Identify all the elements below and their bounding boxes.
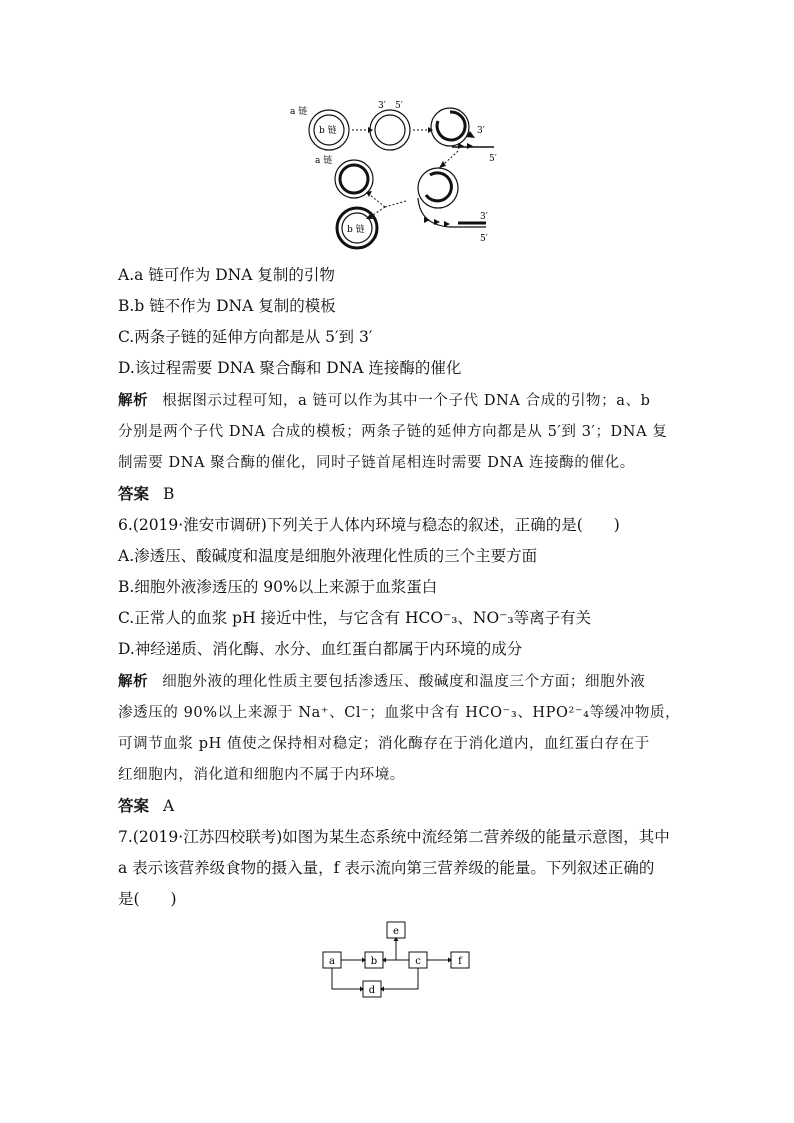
- q7-stem-line-1: 7.(2019·江苏四校联考)如图为某生态系统中流经第二营养级的能量示意图，其中: [118, 828, 670, 846]
- label-b-chain-top: b 链: [319, 126, 337, 136]
- q5-option-a: A.a 链可作为 DNA 复制的引物: [118, 266, 335, 284]
- label-5prime-1: 5′: [395, 101, 403, 111]
- q6-answer-label: 答案: [118, 796, 150, 815]
- q5-answer-label: 答案: [118, 484, 150, 503]
- q6-explanation-label: 解析: [118, 673, 149, 690]
- label-3prime-1: 3′: [378, 101, 386, 111]
- q6-option-c: C.正常人的血浆 pH 接近中性，与它含有 HCO⁻₃、NO⁻₃等离子有关: [118, 609, 592, 627]
- q6-option-d: D.神经递质、消化酶、水分、血红蛋白都属于内环境的成分: [118, 640, 523, 658]
- node-f-label: f: [458, 956, 462, 967]
- node-b-label: b: [370, 956, 378, 967]
- node-e-label: e: [393, 926, 399, 937]
- node-a-box: [323, 952, 341, 968]
- node-e-box: [387, 922, 405, 938]
- node-f-box: [451, 952, 469, 968]
- q6-explanation-text-1: 细胞外液的理化性质主要包括渗透压、酸碱度和温度三个方面；细胞外液: [162, 674, 646, 690]
- node-a-label: a: [329, 956, 335, 967]
- q5-answer-value: B: [163, 485, 175, 503]
- label-a-chain-bottom: a 链: [315, 156, 333, 166]
- q6-answer-value: A: [163, 797, 175, 815]
- q6-option-b: B.细胞外液渗透压的 90%以上来源于血浆蛋白: [118, 578, 438, 596]
- q6-explanation-line-4: 红细胞内，消化道和细胞内不属于内环境。: [118, 767, 405, 783]
- q6-explanation-line-1: [118, 672, 645, 692]
- label-b-chain-bottom: b 链: [347, 225, 365, 235]
- q5-answer-line: [118, 484, 174, 504]
- node-b-box: [365, 952, 383, 968]
- q5-explanation-line-1: [118, 391, 650, 411]
- q5-option-c: C.两条子链的延伸方向都是从 5′到 3′: [118, 328, 373, 346]
- q5-explanation-label: 解析: [118, 392, 149, 409]
- energy-flow-figure: [318, 918, 478, 1002]
- node-d-box: [363, 981, 381, 997]
- label-5prime-3: 5′: [480, 234, 488, 244]
- q5-explanation-line-3: 制需要 DNA 聚合酶的催化，同时子链首尾相连时需要 DNA 连接酶的催化。: [118, 455, 635, 471]
- q6-answer-line: [118, 796, 174, 816]
- q7-stem-line-3: 是( ): [118, 890, 177, 908]
- q7-stem-line-2: a 表示该营养级食物的摄入量，f 表示流向第三营养级的能量。下列叙述正确的: [118, 859, 655, 877]
- node-c-box: [409, 952, 427, 968]
- q6-stem: 6.(2019·淮安市调研)下列关于人体内环境与稳态的叙述，正确的是( ): [118, 516, 620, 534]
- q5-explanation-line-2: 分别是两个子代 DNA 合成的模板；两条子链的延伸方向都是从 5′到 3′；DNA 复: [118, 424, 668, 440]
- q6-explanation-line-3: 可调节血浆 pH 值使之保持相对稳定；消化酶存在于消化道内，血红蛋白存在于: [118, 736, 650, 752]
- node-c-label: c: [415, 956, 421, 967]
- q5-option-d: D.该过程需要 DNA 聚合酶和 DNA 连接酶的催化: [118, 359, 462, 377]
- dna-replication-figure: [280, 95, 510, 255]
- label-a-chain-top: a 链: [290, 107, 308, 117]
- label-3prime-3: 3′: [480, 212, 488, 222]
- q5-explanation-text-1: 根据图示过程可知，a 链可以作为其中一个子代 DNA 合成的引物；a、b: [162, 393, 651, 409]
- q5-option-b: B.b 链不作为 DNA 复制的模板: [118, 297, 336, 315]
- node-d-label: d: [368, 985, 376, 996]
- q6-explanation-line-2: 渗透压的 90%以上来源于 Na⁺、Cl⁻；血浆中含有 HCO⁻₃、HPO²⁻₄等缓冲物质，: [118, 705, 681, 721]
- label-5prime-2: 5′: [489, 154, 497, 164]
- q6-option-a: A.渗透压、酸碱度和温度是细胞外液理化性质的三个主要方面: [118, 547, 538, 565]
- label-3prime-2: 3′: [477, 126, 485, 136]
